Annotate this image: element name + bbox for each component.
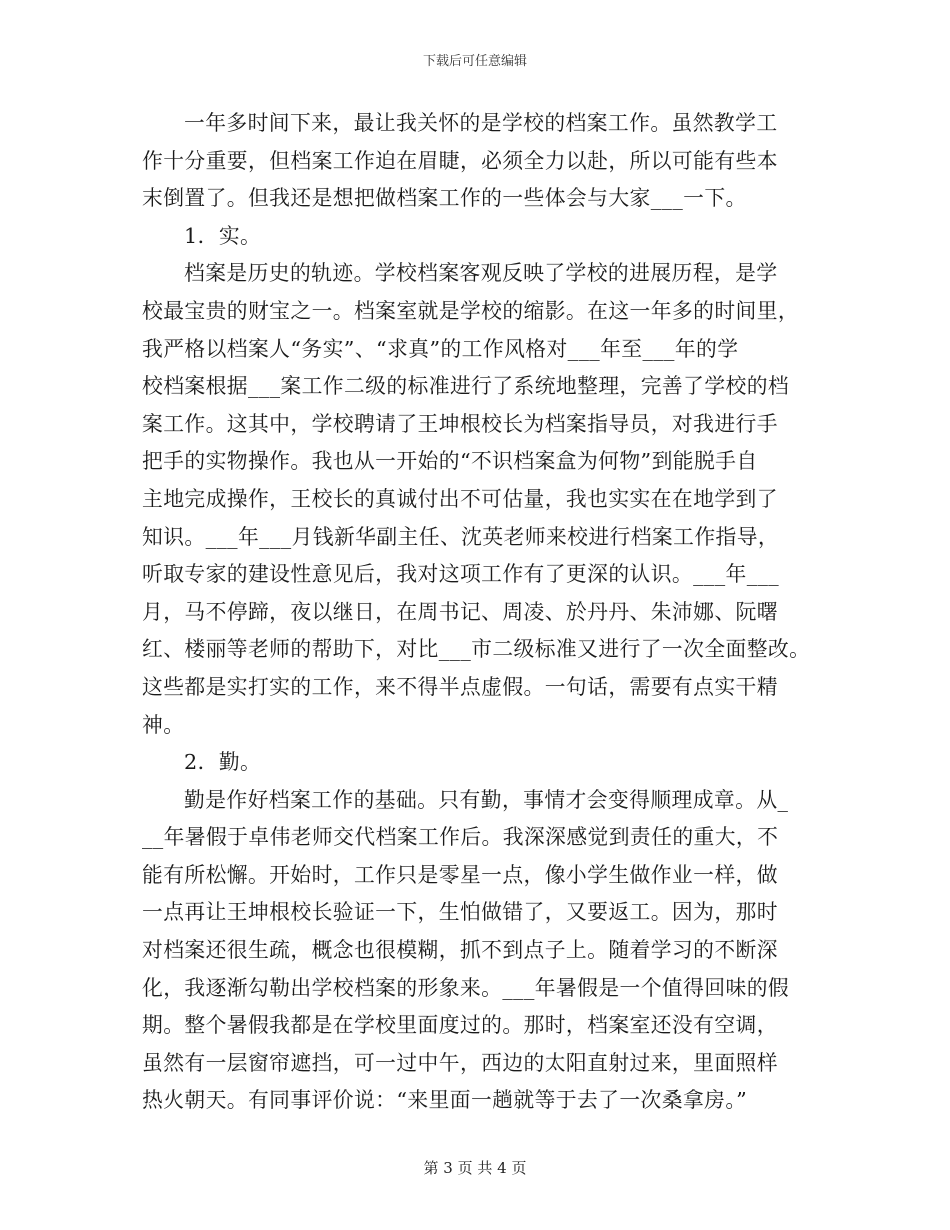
text-line: 档案是历史的轨迹。学校档案客观反映了学校的进展历程，是学 <box>184 261 778 286</box>
text-line: 作十分重要，但档案工作迫在眉睫，必须全力以赴，所以可能有些本 <box>142 148 778 173</box>
text-line: 知识。___年___月钱新华副主任、沈英老师来校进行档案工作指导， <box>142 524 780 549</box>
text-line: 化，我逐渐勾勒出学校档案的形象来。___年暑假是一个值得回味的假 <box>142 975 790 1000</box>
text-line: 末倒置了。但我还是想把做档案工作的一些体会与大家___一下。 <box>142 186 747 211</box>
section-heading-2: 2．勤。 <box>184 750 262 775</box>
text-line: 主地完成操作，王校长的真诚付出不可估量，我也实实在在地学到了 <box>142 486 778 511</box>
section-heading-1: 1．实。 <box>184 223 262 248</box>
text-line: 能有所松懈。开始时，工作只是零星一点，像小学生做作业一样，做 <box>142 862 778 887</box>
text-line: 一年多时间下来，最让我关怀的是学校的档案工作。虽然教学工 <box>184 111 778 135</box>
text-line: 听取专家的建设性意见后，我对这项工作有了更深的认识。___年___ <box>142 562 780 587</box>
text-line: 月，马不停蹄，夜以继日，在周书记、周凌、於丹丹、朱沛娜、阮曙 <box>142 599 778 624</box>
text-line: 校最宝贵的财宝之一。档案室就是学校的缩影。在这一年多的时间里， <box>142 298 800 323</box>
text-line: 虽然有一层窗帘遮挡，可一过中午，西边的太阳直射过来，里面照样 <box>142 1050 778 1075</box>
document-body <box>142 105 822 1120</box>
text-line: 红、楼丽等老师的帮助下，对比___市二级标准又进行了一次全面整改。 <box>142 637 811 662</box>
text-line: 校档案根据___案工作二级的标准进行了系统地整理，完善了学校的档 <box>142 374 790 399</box>
text-line: 把手的实物操作。我也从一开始的“不识档案盒为何物”到能脱手自 <box>142 449 758 474</box>
text-line: 案工作。这其中，学校聘请了王坤根校长为档案指导员，对我进行手 <box>142 411 778 436</box>
text-line: 热火朝天。有同事评价说：“来里面一趟就等于去了一次桑拿房。” <box>142 1088 748 1113</box>
page-number: 第 3 页 共 4 页 <box>423 1159 527 1177</box>
text-line: 对档案还很生疏，概念也很模糊，抓不到点子上。随着学习的不断深 <box>142 938 778 963</box>
text-line: 这些都是实打实的工作，来不得半点虚假。一句话，需要有点实干精 <box>142 674 778 699</box>
text-line: __年暑假于卓伟老师交代档案工作后。我深深感觉到责任的重大，不 <box>142 825 779 850</box>
text-line: 我严格以档案人“务实”、“求真”的工作风格对___年至___年的学 <box>142 336 739 361</box>
text-line: 神。 <box>142 712 185 737</box>
text-line: 勤是作好档案工作的基础。只有勤，事情才会变得顺理成章。从_ <box>184 787 789 812</box>
text-line: 一点再让王坤根校长验证一下，生怕做错了，又要返工。因为，那时 <box>142 900 778 925</box>
text-line: 期。整个暑假我都是在学校里面度过的。那时，档案室还没有空调， <box>142 1013 778 1038</box>
page-header: 下载后可任意编辑 <box>422 54 527 69</box>
